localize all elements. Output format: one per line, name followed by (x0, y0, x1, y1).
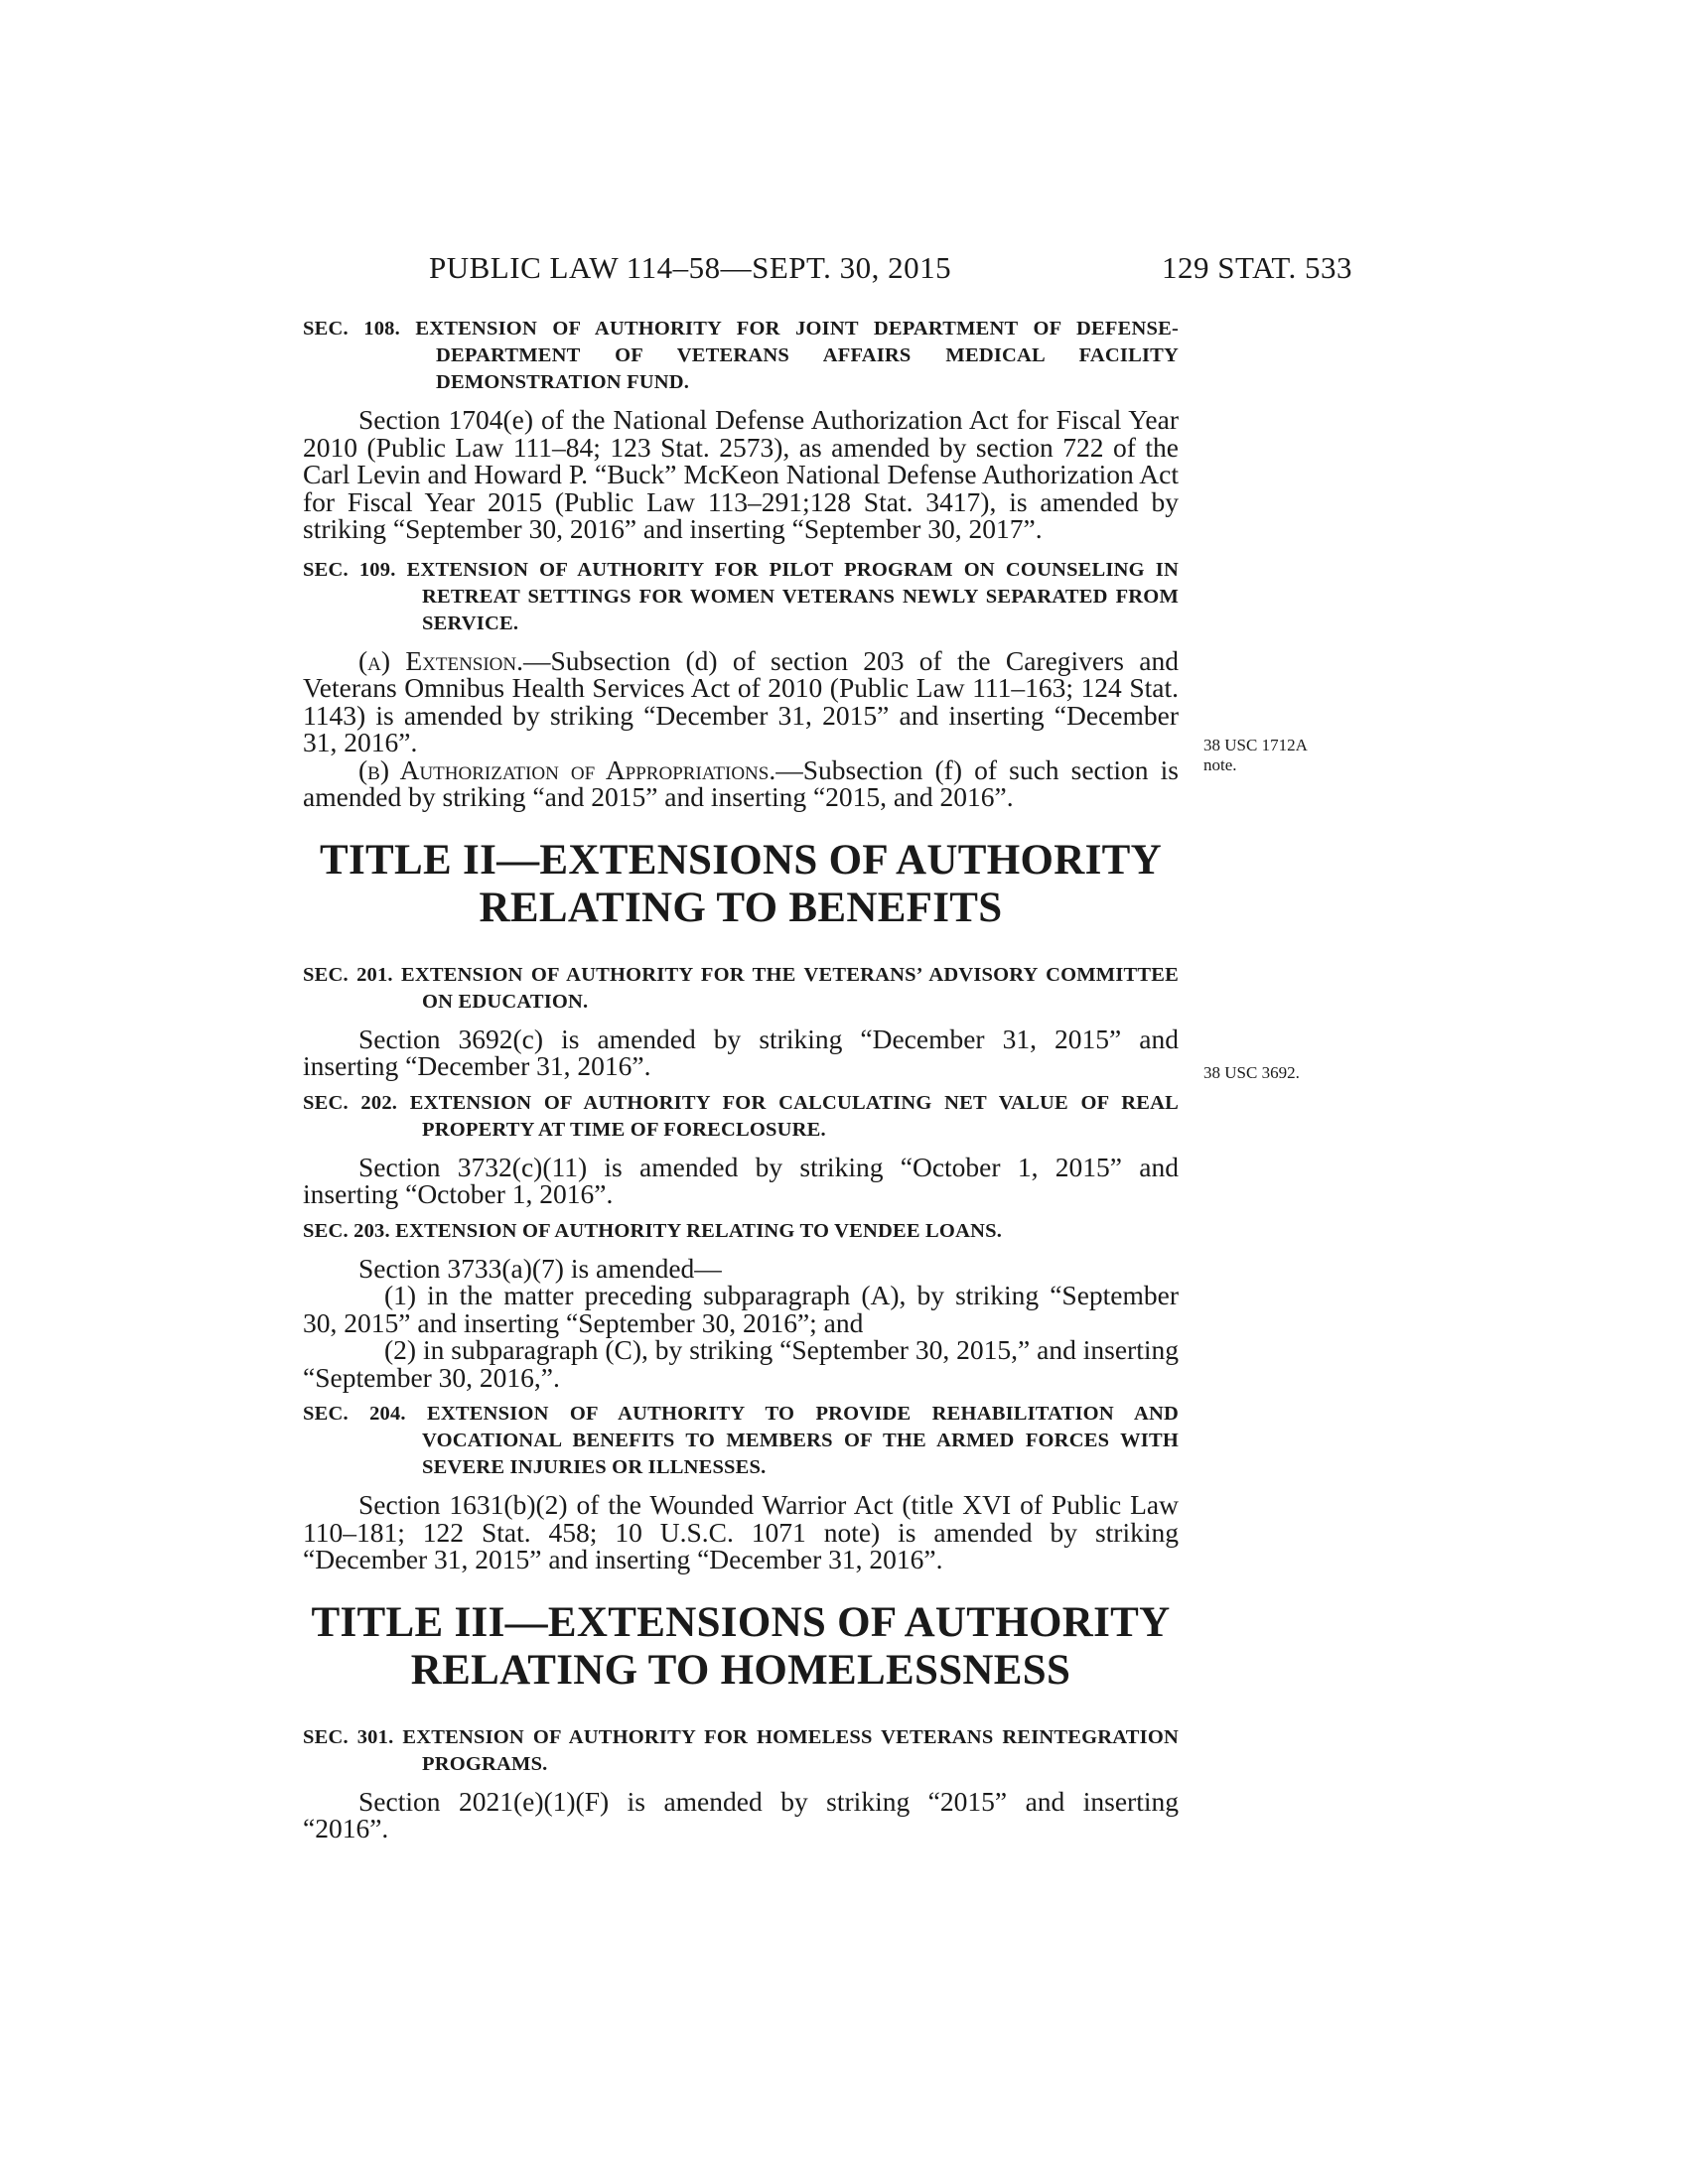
section-203-intro: Section 3733(a)(7) is amended— (358, 1252, 722, 1284)
title-ii-line-1: TITLE II—EXTENSIONS OF AUTHORITY (320, 836, 1162, 884)
section-heading-301: SEC. 301. EXTENSION OF AUTHORITY FOR HOMELESS VETERANS REINTEGRATION PROGRAMS. (303, 1725, 1179, 1775)
section-body-301: Section 2021(e)(1)(F) is amended by striking “2015” and inserting “2016”. (303, 1785, 1179, 1843)
section-203-item-1: (1) in the matter preceding subparagraph (A), by striking “September 30, 2015” and inserting “September 30, 2016”; and (303, 1280, 1179, 1338)
section-109-subsection-a (303, 644, 1179, 757)
section-heading-108: SEC. 108. EXTENSION OF AUTHORITY FOR JOINT DEPARTMENT OF DEFENSE-DEPARTMENT OF VETERANS AFFAIRS MEDICAL FACILITY DEMONSTRATION FUND. (303, 318, 1179, 393)
margin-note-3692: 38 USC 3692. (1203, 1063, 1300, 1082)
section-heading-204: SEC. 204. EXTENSION OF AUTHORITY TO PROVIDE REHABILITATION AND VOCATIONAL BENEFITS TO MEMBERS OF THE ARMED FORCES WITH SEVERE INJURIES OR ILLNESSES. (303, 1403, 1179, 1478)
section-109-subsection-b (303, 753, 1179, 812)
section-body-202: Section 3732(c)(11) is amended by striking “October 1, 2015” and inserting “October 1, 2016”. (303, 1151, 1179, 1209)
margin-note-1712a-line-2: note. (1203, 755, 1237, 774)
subsection-a-text: —Subsection (d) of section 203 of the Caregivers and Veterans Omnibus Health Services Act of 2010 (Public Law 111–163; 124 Stat. 1143) is amended by striking “December 31, 2015” and inserting “December 31, 2016”. (303, 644, 1179, 757)
subsection-b-label: (b) Authorization of Appropriations. (358, 753, 776, 785)
title-ii-line-2: RELATING TO BENEFITS (479, 884, 1003, 931)
main-column (303, 316, 1179, 1843)
section-203-item-2: (2) in subparagraph (C), by striking “September 30, 2015,” and inserting “September 30, 2016,”. (303, 1334, 1179, 1393)
margin-note-1712a (1203, 736, 1308, 775)
subsection-a-label: (a) Extension. (358, 644, 523, 676)
subsection-b-text: —Subsection (f) of such section is amended by striking “and 2015” and inserting “2015, and 2016”. (303, 753, 1179, 812)
section-heading-109: SEC. 109. EXTENSION OF AUTHORITY FOR PILOT PROGRAM ON COUNSELING IN RETREAT SETTINGS FOR WOMEN VETERANS NEWLY SEPARATED FROM SERVICE. (303, 558, 1179, 634)
running-head (0, 250, 1688, 290)
title-iii-line-1: TITLE III—EXTENSIONS OF AUTHORITY (311, 1598, 1171, 1646)
section-body-204: Section 1631(b)(2) of the Wounded Warrior Act (title XVI of Public Law 110–181; 122 Stat. 458; 10 U.S.C. 1071 note) is amended by striking “December 31, 2015” and inserting “December 31, 2016”. (303, 1489, 1179, 1574)
page-number: 129 STAT. 533 (1162, 250, 1353, 285)
section-body-201: Section 3692(c) is amended by striking “December 31, 2015” and inserting “December 31, 2016”. (303, 1023, 1179, 1081)
section-heading-203: SEC. 203. EXTENSION OF AUTHORITY RELATING TO VENDEE LOANS. (303, 1219, 1003, 1242)
margin-note-1712a-line-1: 38 USC 1712A (1203, 736, 1308, 754)
title-heading-ii (303, 837, 1179, 932)
title-heading-iii (303, 1599, 1179, 1695)
title-iii-line-2: RELATING TO HOMELESSNESS (410, 1646, 1071, 1694)
section-body-108: Section 1704(e) of the National Defense Authorization Act for Fiscal Year 2010 (Public Law 111–84; 123 Stat. 2573), as amended by section 722 of the Carl Levin and Howard P. “Buck” McKeon National Defense Authorization Act for Fiscal Year 2015 (Public Law 113–291;128 Stat. 3417), is amended by striking “September 30, 2016” and inserting “September 30, 2017”. (303, 404, 1179, 544)
running-head-title: PUBLIC LAW 114–58—SEPT. 30, 2015 (429, 250, 952, 285)
section-heading-201: SEC. 201. EXTENSION OF AUTHORITY FOR THE VETERANS’ ADVISORY COMMITTEE ON EDUCATION. (303, 963, 1179, 1013)
section-heading-202: SEC. 202. EXTENSION OF AUTHORITY FOR CALCULATING NET VALUE OF REAL PROPERTY AT TIME OF FORECLOSURE. (303, 1091, 1179, 1141)
